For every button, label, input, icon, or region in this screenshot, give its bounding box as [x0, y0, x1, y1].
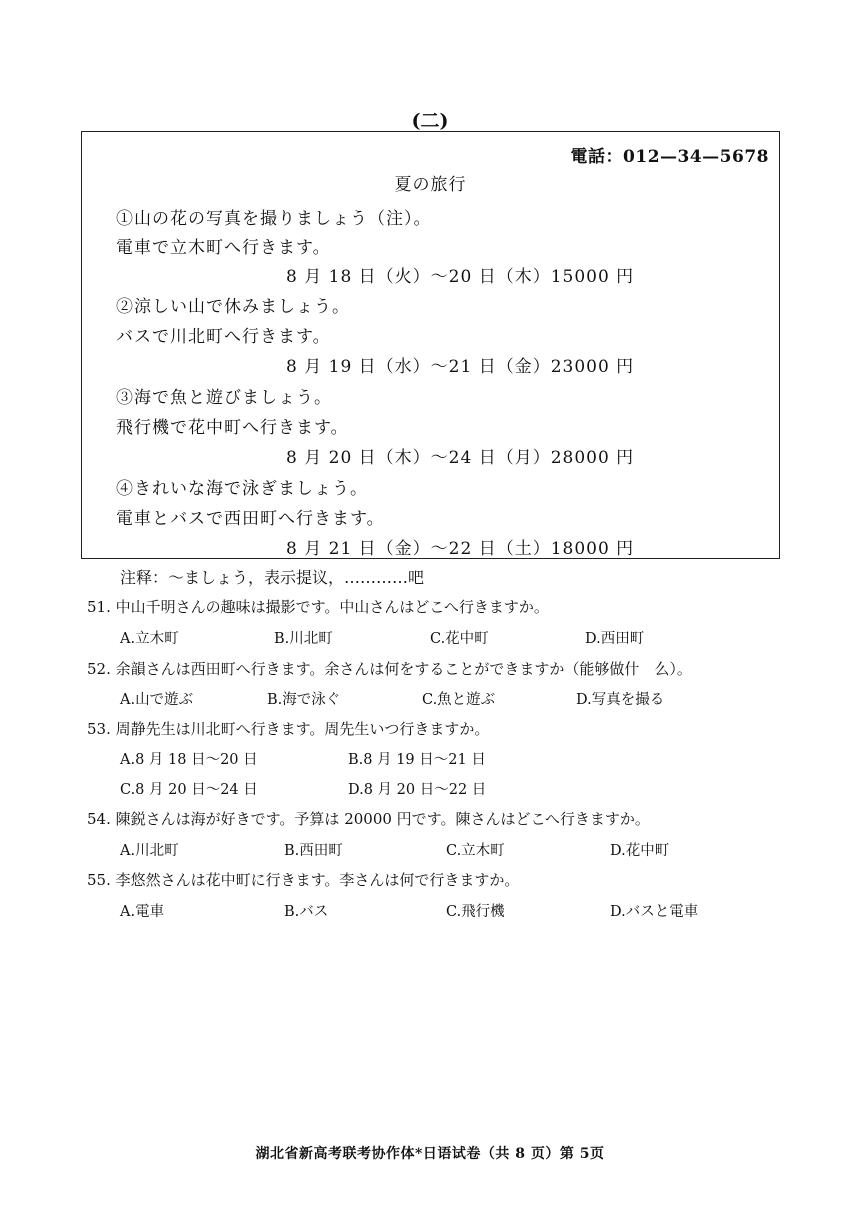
q51-option-a: A.立木町 [120, 631, 179, 647]
plan-4-title: ④きれいな海で泳ぎましょう。 [116, 479, 368, 499]
plan-1-dates-price: 8 月 18 日（火）～20 日（木）15000 円 [286, 267, 635, 287]
q51-option-d: D.西田町 [585, 631, 645, 647]
q53-option-d: D.8 月 20 日～22 日 [348, 782, 487, 798]
question-54: 54. 陳鋭さんは海が好きです。予算は 20000 円です。陳さんはどこへ行きますか。 [87, 810, 650, 828]
plan-1-title: ①山の花の写真を撮りましょう（注）。 [116, 209, 432, 229]
q51-option-b: B.川北町 [274, 631, 333, 647]
plan-3-dates-price: 8 月 20 日（木）～24 日（月）28000 円 [286, 448, 635, 468]
plan-3-title: ③海で魚と遊びましょう。 [116, 388, 332, 408]
question-53: 53. 周静先生は川北町へ行きます。周先生いつ行きますか。 [87, 720, 490, 738]
plan-4-dates-price: 8 月 21 日（金）～22 日（土）18000 円 [286, 539, 635, 559]
plan-4-transport: 電車とバスで西田町へ行きます。 [116, 509, 385, 529]
q54-option-a: A.川北町 [120, 843, 179, 859]
plan-2-transport: バスで川北町へ行きます。 [116, 327, 331, 347]
annotation-note: 注释：～ましょう，表示提议，…………吧 [120, 568, 425, 587]
travel-notice-box [81, 131, 780, 559]
section-heading: (二) [411, 110, 449, 132]
question-55: 55. 李悠然さんは花中町に行きます。李さんは何で行きますか。 [87, 871, 520, 889]
q53-option-a: A.8 月 18 日～20 日 [120, 752, 258, 768]
q54-option-d: D.花中町 [610, 843, 670, 859]
q51-option-c: C.花中町 [430, 631, 489, 647]
q54-option-c: C.立木町 [446, 843, 505, 859]
q53-option-b: B.8 月 19 日～21 日 [348, 752, 486, 768]
q53-option-c: C.8 月 20 日～24 日 [120, 782, 258, 798]
plan-3-transport: 飛行機で花中町へ行きます。 [116, 418, 349, 438]
plan-2-dates-price: 8 月 19 日（水）～21 日（金）23000 円 [286, 357, 635, 377]
plan-2-title: ②涼しい山で休みましょう。 [116, 297, 350, 317]
phone-number: 電話：012—34—5678 [570, 147, 769, 167]
q52-option-c: C.魚と遊ぶ [422, 692, 496, 708]
q55-option-d: D.バスと電車 [610, 904, 699, 920]
page-footer: 湖北省新高考联考协作体*日语试卷（共 8 页）第 5页 [255, 1146, 605, 1162]
question-51: 51. 中山千明さんの趣味は撮影です。中山さんはどこへ行きますか。 [87, 598, 549, 616]
notice-title: 夏の旅行 [394, 175, 467, 195]
q55-option-c: C.飛行機 [446, 904, 505, 920]
q52-option-a: A.山で遊ぶ [120, 692, 194, 708]
q55-option-b: B.バス [284, 904, 329, 920]
q54-option-b: B.西田町 [284, 843, 343, 859]
plan-1-transport: 電車で立木町へ行きます。 [116, 238, 331, 258]
q55-option-a: A.電車 [120, 904, 165, 920]
q52-option-b: B.海で泳ぐ [267, 692, 341, 708]
q52-option-d: D.写真を撮る [576, 692, 665, 708]
question-52: 52. 余韻さんは西田町へ行きます。余さんは何をすることができますか（能够做什 么）。 [87, 660, 692, 678]
